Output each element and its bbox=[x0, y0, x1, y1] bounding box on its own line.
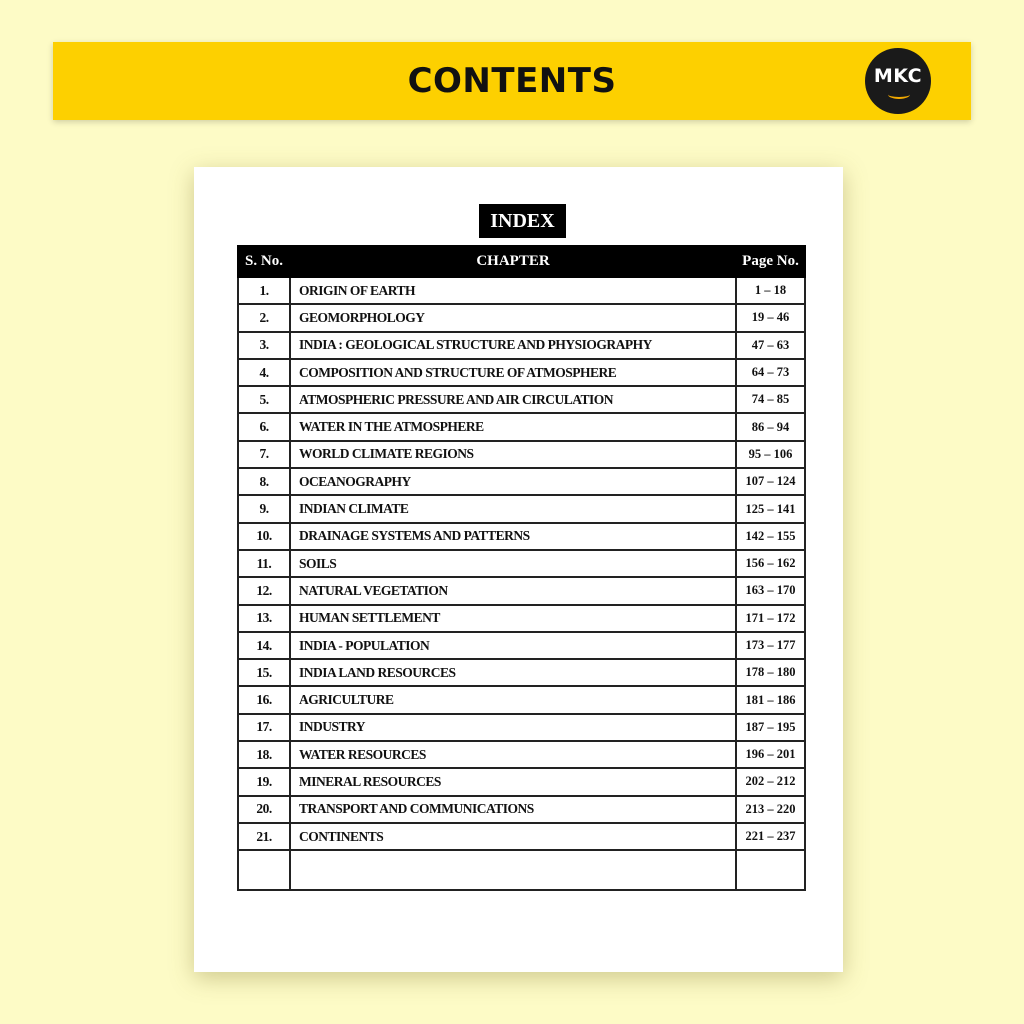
row-chapter-title: TRANSPORT AND COMMUNICATIONS bbox=[290, 796, 736, 823]
table-row bbox=[238, 441, 805, 468]
row-serial-number: 21. bbox=[238, 823, 290, 850]
row-chapter-title: SOILS bbox=[290, 550, 736, 577]
row-chapter-title: INDUSTRY bbox=[290, 714, 736, 741]
row-chapter-title bbox=[290, 850, 736, 890]
row-chapter-title: WORLD CLIMATE REGIONS bbox=[290, 441, 736, 468]
row-chapter-title: ATMOSPHERIC PRESSURE AND AIR CIRCULATION bbox=[290, 386, 736, 413]
table-row bbox=[238, 741, 805, 768]
row-chapter-title: WATER IN THE ATMOSPHERE bbox=[290, 413, 736, 440]
table-row bbox=[238, 550, 805, 577]
row-page-range: 86 – 94 bbox=[736, 413, 805, 440]
row-page-range: 171 – 172 bbox=[736, 605, 805, 632]
row-chapter-title: NATURAL VEGETATION bbox=[290, 577, 736, 604]
row-chapter-title: COMPOSITION AND STRUCTURE OF ATMOSPHERE bbox=[290, 359, 736, 386]
row-serial-number: 6. bbox=[238, 413, 290, 440]
row-serial-number: 3. bbox=[238, 332, 290, 359]
row-chapter-title: DRAINAGE SYSTEMS AND PATTERNS bbox=[290, 523, 736, 550]
row-page-range: 64 – 73 bbox=[736, 359, 805, 386]
table-row bbox=[238, 659, 805, 686]
row-page-range: 178 – 180 bbox=[736, 659, 805, 686]
index-title: INDEX bbox=[479, 204, 566, 238]
table-row bbox=[238, 332, 805, 359]
row-chapter-title: INDIA - POPULATION bbox=[290, 632, 736, 659]
row-serial-number: 8. bbox=[238, 468, 290, 495]
row-serial-number: 17. bbox=[238, 714, 290, 741]
banner-title: CONTENTS bbox=[407, 61, 617, 101]
row-serial-number: 18. bbox=[238, 741, 290, 768]
row-page-range: 202 – 212 bbox=[736, 768, 805, 795]
row-chapter-title: WATER RESOURCES bbox=[290, 741, 736, 768]
table-row bbox=[238, 686, 805, 713]
row-page-range: 163 – 170 bbox=[736, 577, 805, 604]
table-row bbox=[238, 768, 805, 795]
row-page-range: 1 – 18 bbox=[736, 277, 805, 304]
index-table bbox=[237, 245, 806, 891]
row-serial-number: 10. bbox=[238, 523, 290, 550]
row-page-range: 181 – 186 bbox=[736, 686, 805, 713]
row-serial-number bbox=[238, 850, 290, 890]
logo-smile-mark bbox=[888, 90, 910, 99]
row-chapter-title: ORIGIN OF EARTH bbox=[290, 277, 736, 304]
row-serial-number: 16. bbox=[238, 686, 290, 713]
header-chapter: CHAPTER bbox=[290, 246, 736, 277]
table-row bbox=[238, 386, 805, 413]
row-serial-number: 1. bbox=[238, 277, 290, 304]
row-page-range: 19 – 46 bbox=[736, 304, 805, 331]
index-page bbox=[194, 167, 843, 972]
row-page-range: 95 – 106 bbox=[736, 441, 805, 468]
table-row bbox=[238, 359, 805, 386]
table-row bbox=[238, 413, 805, 440]
row-serial-number: 20. bbox=[238, 796, 290, 823]
row-page-range: 221 – 237 bbox=[736, 823, 805, 850]
row-serial-number: 4. bbox=[238, 359, 290, 386]
table-row bbox=[238, 823, 805, 850]
row-serial-number: 19. bbox=[238, 768, 290, 795]
row-chapter-title: MINERAL RESOURCES bbox=[290, 768, 736, 795]
row-chapter-title: OCEANOGRAPHY bbox=[290, 468, 736, 495]
table-row bbox=[238, 714, 805, 741]
row-serial-number: 12. bbox=[238, 577, 290, 604]
row-serial-number: 7. bbox=[238, 441, 290, 468]
header-sno: S. No. bbox=[238, 246, 290, 277]
row-serial-number: 9. bbox=[238, 495, 290, 522]
row-page-range: 156 – 162 bbox=[736, 550, 805, 577]
row-chapter-title: HUMAN SETTLEMENT bbox=[290, 605, 736, 632]
header-pages: Page No. bbox=[736, 246, 805, 277]
row-chapter-title: CONTINENTS bbox=[290, 823, 736, 850]
row-page-range: 187 – 195 bbox=[736, 714, 805, 741]
row-serial-number: 11. bbox=[238, 550, 290, 577]
row-serial-number: 14. bbox=[238, 632, 290, 659]
row-page-range: 213 – 220 bbox=[736, 796, 805, 823]
row-serial-number: 15. bbox=[238, 659, 290, 686]
row-chapter-title: AGRICULTURE bbox=[290, 686, 736, 713]
table-row bbox=[238, 850, 805, 890]
row-chapter-title: GEOMORPHOLOGY bbox=[290, 304, 736, 331]
table-row bbox=[238, 277, 805, 304]
mkc-logo bbox=[865, 48, 931, 114]
row-chapter-title: INDIA LAND RESOURCES bbox=[290, 659, 736, 686]
row-chapter-title: INDIAN CLIMATE bbox=[290, 495, 736, 522]
row-page-range: 173 – 177 bbox=[736, 632, 805, 659]
row-page-range: 107 – 124 bbox=[736, 468, 805, 495]
table-row bbox=[238, 304, 805, 331]
table-header-row bbox=[238, 246, 805, 277]
row-page-range: 47 – 63 bbox=[736, 332, 805, 359]
logo-text: MKC bbox=[873, 65, 923, 87]
table-row bbox=[238, 632, 805, 659]
row-page-range bbox=[736, 850, 805, 890]
table-row bbox=[238, 468, 805, 495]
row-chapter-title: INDIA : GEOLOGICAL STRUCTURE AND PHYSIOGRAPHY bbox=[290, 332, 736, 359]
row-serial-number: 13. bbox=[238, 605, 290, 632]
table-row bbox=[238, 523, 805, 550]
index-table-body bbox=[238, 277, 805, 890]
row-page-range: 74 – 85 bbox=[736, 386, 805, 413]
row-serial-number: 2. bbox=[238, 304, 290, 331]
table-row bbox=[238, 577, 805, 604]
table-row bbox=[238, 605, 805, 632]
contents-banner bbox=[53, 42, 971, 120]
row-page-range: 125 – 141 bbox=[736, 495, 805, 522]
row-page-range: 142 – 155 bbox=[736, 523, 805, 550]
row-serial-number: 5. bbox=[238, 386, 290, 413]
table-row bbox=[238, 495, 805, 522]
row-page-range: 196 – 201 bbox=[736, 741, 805, 768]
table-row bbox=[238, 796, 805, 823]
